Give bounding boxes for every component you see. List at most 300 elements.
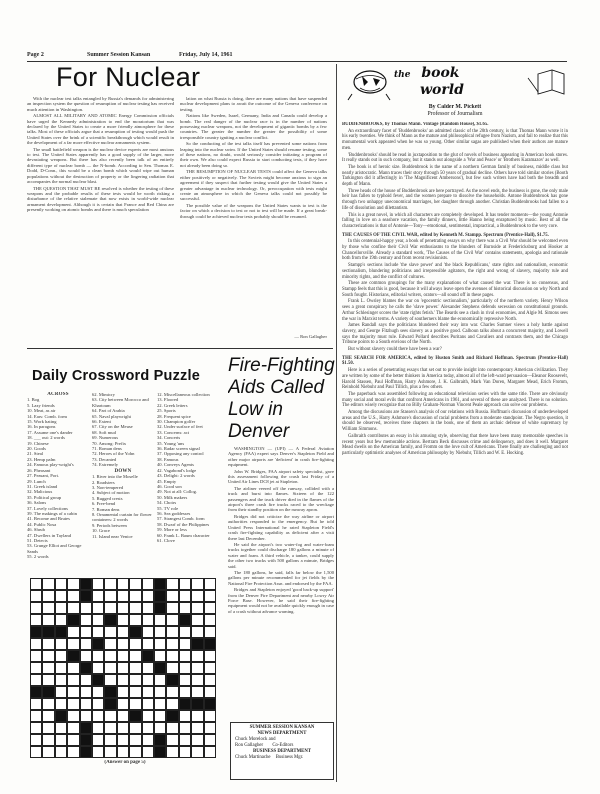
crossword-clue: 13. Floored (157, 397, 179, 403)
crossword-cell (204, 626, 216, 638)
crossword-cell (30, 662, 42, 674)
editorial-col1 (27, 96, 174, 345)
crossword-cell (117, 602, 129, 614)
crossword-cell (30, 578, 42, 590)
crossword-cell (179, 722, 191, 734)
crossword-cell (92, 578, 104, 590)
crossword-cell (142, 590, 154, 602)
book-reviews (342, 122, 568, 782)
crossword-cell (117, 710, 129, 722)
page-header (27, 52, 567, 60)
review1-head (342, 122, 568, 128)
crossword-cell (154, 626, 166, 638)
review-paragraph: 'Buddenbrooks' should be read in juxtaposition to the glut of novels of business appearing in American book stores. It really stands out in such company, but it stands out alongside a 'War and Peace' or 'Brothers Karamazov' as well. (342, 152, 568, 164)
crossword-clue: 33. Concerns: act (157, 429, 190, 435)
crossword-cell (42, 590, 54, 602)
crossword-cell (80, 650, 92, 662)
crossword-clue: 28. Frequent spice (157, 413, 191, 419)
crossword-clue: 74. Extremely (92, 462, 119, 468)
crossword-cell (55, 578, 67, 590)
crossword-cell (80, 614, 92, 626)
crossword-cell (67, 746, 79, 758)
crossword-cell (92, 650, 104, 662)
crossword-cell (142, 614, 154, 626)
crossword-clue: 29. Lunch (27, 478, 46, 484)
crossword-black-cell (204, 638, 216, 650)
crossword-cell (204, 710, 216, 722)
crossword-cell (42, 578, 54, 590)
crossword-clue: 2. Roadsters (92, 479, 115, 485)
book-byline-title: Professor of Journalism (427, 111, 483, 117)
crossword-cell (129, 686, 141, 698)
crossword-cell (204, 662, 216, 674)
crossword-clue: 64. Part of Arabia (92, 408, 125, 414)
crossword-cell (166, 590, 178, 602)
crossword-clue: 18. ___ out: 2 words (27, 435, 65, 441)
crossword-cell (204, 590, 216, 602)
masthead-name1: Chuck Morelock and (235, 737, 276, 742)
crossword-cell (129, 602, 141, 614)
review-paragraph: James Randall says the politicians blundered their way into war. Charles Sumner views a holy battle against slavery, and George Fitzhugh sees slavery as a positive good. Calhoun talks about a concurrent majority, and Lowell says the majority must rule. Edward Pollard describes Puritans and Cavaliers and contrasts them, and the Chicago Tribune points to a South envious of the North. (342, 323, 568, 346)
crossword-cell (30, 590, 42, 602)
review-paragraph: But without slavery could there have been a war? (348, 347, 442, 353)
crossword-cell (129, 590, 141, 602)
review-paragraph: These are common groupings for the many explanations of what caused the war. There is no consensus, and Stampp feels that this is good, because it will always leave open the avenues of historical discussion on why North and South fought. Historians, editorial writers, orators—all sound off in these pages. (342, 281, 568, 298)
crossword-clue: 44. Public Nosa (27, 521, 57, 527)
crossword-cell (154, 722, 166, 734)
crossword-cell (30, 614, 42, 626)
fire-paragraph: WASHINGTON — (UPI) — A Federal Aviation Agency (FAA) expert says Denver's Stapleton Field and other major airports are 'deficient' in crash fire-fighting equipment. (228, 446, 334, 468)
review1-heading: BUDDENBROOKS, by Thomas Mann. Vintage (Random House), $1.65. (342, 122, 489, 127)
crossword-clue: 68. Soft mud (92, 429, 116, 435)
crossword-clue: 4. Subject of motion (92, 490, 130, 496)
crossword-cell (67, 626, 79, 638)
crossword-cell (117, 578, 129, 590)
crossword-cell (142, 626, 154, 638)
crossword-cell (166, 638, 178, 650)
crossword-cell (80, 674, 92, 686)
crossword-black-cell (30, 626, 42, 638)
crossword-across-col1 (27, 392, 89, 577)
crossword-cell (92, 722, 104, 734)
crossword-cell (55, 686, 67, 698)
crossword-cell (166, 686, 178, 698)
crossword-cell (80, 602, 92, 614)
crossword-clue: 14. Ears: Comb. form (27, 413, 67, 419)
masthead-role3: Business Mgr. (275, 755, 304, 760)
crossword-clue: 31. Greek island (27, 483, 58, 489)
crossword-cell (179, 734, 191, 746)
crossword-clue: 10. Meat, as air (27, 408, 56, 414)
crossword-cell (191, 746, 203, 758)
crossword-black-cell (104, 698, 116, 710)
fire-paragraph: Bridges and Stapleton enjoyed 'good back-up support' from the Denver Fire Department and nearby Lowry Air Force Base. However, he said their fire-fighting equipment would not be available quickly enough in case of a crash without advance warning. (228, 587, 334, 614)
crossword-cell (42, 710, 54, 722)
crossword-cell (67, 662, 79, 674)
crossword-clue: 46. Good son (157, 483, 182, 489)
crossword-cell (204, 614, 216, 626)
crossword-cell (104, 674, 116, 686)
crossword-across-col2 (92, 392, 154, 577)
crossword-clues-col3 (157, 392, 217, 577)
crossword-black-cell (80, 578, 92, 590)
crossword-black-cell (104, 614, 116, 626)
crossword-cell (179, 578, 191, 590)
crossword-cell (191, 734, 203, 746)
crossword-cell (142, 698, 154, 710)
crossword-cell (104, 722, 116, 734)
crossword-cell (117, 614, 129, 626)
crossword-cell (117, 734, 129, 746)
crossword-cell (142, 746, 154, 758)
fire-paragraph: The 180 gallons, he said, falls far below the 1,500 gallons per minute recommended for jet fields by the National Fire Protection Assn. and endorsed by the FAA. (228, 569, 334, 586)
review-paragraph: Here is a series of penetrating essays that set out to provide insight into contemporary American civilization. They are written by some of the better thinkers in America today, almost all of the left-ward persuasion—Eleanor Roosevelt, Harold Stassen, Paul Hoffman, Harry Ashmore, J. K. Galbraith, Mark Van Doren, Margaret Mead, Erich Fromm, Reinhold Niebuhr and Paul Tillich, plus a few others. (342, 368, 568, 391)
crossword-cell (204, 734, 216, 746)
crossword-cell (179, 686, 191, 698)
review3-heading: THE SEARCH FOR AMERICA, edited by Huston Smith and Richard Hoffman. Spectrum (Prentice-Hall) $1.50. (342, 355, 568, 367)
crossword-black-cell (80, 722, 92, 734)
crossword-cell (42, 698, 54, 710)
crossword-black-cell (55, 710, 67, 722)
crossword-cell (166, 662, 178, 674)
crossword-cell (55, 698, 67, 710)
review-paragraph: Among the discussions are Stassen's analysis of our relations with Russia. Hoffman's discussion of underdeveloped areas and the U.S., Harry Ashmore's discussion of racial problems from a moderate standpoint. The Negro question, it should be observed, receives three chapters in the book, one of them an archaic defense of white supremacy by William Simmons. (342, 410, 568, 433)
crossword-clue: 12. Miscellaneous collection (157, 392, 210, 397)
crossword-black-cell (204, 698, 216, 710)
crossword-cell (92, 710, 104, 722)
crossword-cell (142, 662, 154, 674)
crossword-cell (166, 746, 178, 758)
crossword-cell (191, 578, 203, 590)
crossword-cell (117, 590, 129, 602)
crossword-black-cell (30, 686, 42, 698)
crossword-black-cell (191, 638, 203, 650)
crossword-clue: 41. Become and Brutes (27, 516, 70, 522)
crossword-clue: 20. Goods (27, 446, 46, 452)
review-paragraph: In this centennial-happy year, a book of penetrating essays on why there was a Civil War should be welcomed even by those who confine their Civil War enthusiasms to the blunders of Burnside at Fredericksburg and Hooker at Chancellorsville. Already a standard work, 'The Causes of the Civil War' contains statements, apologia and rationale both from the 19th century and from recent revisionists. (342, 239, 568, 262)
crossword-cell (191, 662, 203, 674)
crossword-cell (129, 650, 141, 662)
crossword-cell (30, 710, 42, 722)
crossword-clue: 16. In paragons (27, 424, 56, 430)
crossword-black-cell (80, 590, 92, 602)
crossword-clue: 59. More or less (157, 527, 187, 533)
crossword-cell (142, 722, 154, 734)
masthead-role: Co-Editors (272, 743, 294, 748)
crossword-cell (154, 686, 166, 698)
crossword-clue: 47. Dwellers in Tayland (27, 532, 71, 538)
crossword-cell (179, 674, 191, 686)
crossword-cell (42, 674, 54, 686)
crossword-clue: 36. Radar screen signal (157, 446, 200, 452)
crossword-cell (166, 734, 178, 746)
crossword-clue: 24. Famous play-wright's (27, 462, 74, 468)
crossword-cell (129, 674, 141, 686)
crossword-black-cell (80, 662, 92, 674)
crossword-cell (191, 686, 203, 698)
crossword-clue: 15. Work hating (27, 419, 57, 425)
crossword-cell (30, 722, 42, 734)
review-paragraph: Galbraith contributes an essay in his amusing style, observing that there have been many memorable speeches in recent years but few memorable actions. Bertram Beck discusses crime and delinquency, and does it well. Margaret Mead dwells on the American family, and Fromm on the love cult of Americans. There finally are challenging and not particularly optimistic analyses of American philosophy by Niebuhr, Tillich and W. E. Hocking. (342, 433, 568, 456)
crossword-cell (30, 746, 42, 758)
crossword-black-cell (154, 734, 166, 746)
crossword-cell (166, 722, 178, 734)
crossword-cell (104, 662, 116, 674)
crossword-cell (129, 638, 141, 650)
book-world-wordmark (394, 66, 534, 100)
crossword-cell (204, 602, 216, 614)
crossword-clue: 37. Lovely collections (27, 505, 68, 511)
crossword-cell (104, 710, 116, 722)
masthead-biz-dept: BUSINESS DEPARTMENT (253, 749, 311, 754)
crossword-black-cell (154, 746, 166, 758)
crossword-cell (55, 638, 67, 650)
crossword-clue: 17. Assume one's dander (27, 429, 73, 435)
fire-paragraph: He said the airport's two water-fog and water-foam trucks together could discharge 180 gallons a minute of water and foam. A third vehicle, a tanker, could supply the other two trucks with 500 gallons a minute, Bridges said. (228, 541, 334, 569)
crossword-cell (92, 698, 104, 710)
crossword-clue: 58. Dwarf of the Philippines (157, 521, 210, 527)
crossword-cell (42, 734, 54, 746)
crossword-clue: 56. Sea goddesses (157, 510, 191, 516)
crossword-black-cell (166, 710, 178, 722)
crossword-clue: 3. Non-tempered (92, 484, 124, 490)
review-paragraph: This is a great novel, in which all characters are completely developed. It has tender moments—the young Antonie falling in love on a seashore vacation, the family dinners, little Hanno being enraptured by music. Best of all the characterizations is that of Antonie—Tony—emotional, sentimental, impractical, a Buddenbrook to the very core. (342, 212, 568, 229)
editorial-paragraph: So the conducting of the test talks itself has prevented some nations from leaping into the nuclear swim. If the United States should resume testing, some of these nations, no doubt, would seriously consider initiating a program of their own. We also could expect Russia to start conducting tests, if they have not already been doing so. (180, 141, 327, 168)
crossword-cell (55, 602, 67, 614)
crossword-cell (179, 638, 191, 650)
crossword-black-cell (80, 734, 92, 746)
crossword-cell (80, 638, 92, 650)
editorial-paragraph: Nations like Sweden, Israel, Germany, India and Canada could develop a bomb. The real danger of the nuclear race is in the number of nations possessing nuclear weapons, not the development of gigantic bombs by a few countries. The greater the number the greater the possibility of some irresponsible country igniting a nuclear conflict. (180, 113, 327, 140)
editorial-paragraph: THE RESUMPTION OF NUCLEAR TESTS could affect the Geneva talks either positively or negatively. The Soviets might become anxious to sign an agreement if they suspect that further testing would give the United States a greater advantage in nuclear technology. Or, preoccupation with tests might create an atmosphere in which the Geneva talks could not possibly be successful. (180, 169, 327, 202)
crossword-black-cell (166, 674, 178, 686)
fire-article-title: Fire-Fighting Aids Called Low in Denver (228, 355, 335, 442)
crossword-cell (104, 602, 116, 614)
crossword-black-cell (80, 746, 92, 758)
crossword-black-cell (154, 602, 166, 614)
crossword-clue: 11. Island near Venice (92, 533, 133, 539)
logo-the: the (394, 70, 411, 80)
crossword-cell (104, 650, 116, 662)
crossword-clue: 26. Pheasant (27, 467, 51, 473)
crossword-cell (142, 734, 154, 746)
crossword-cell (142, 710, 154, 722)
crossword-cell (67, 590, 79, 602)
book-world-logo (342, 64, 568, 102)
crossword-black-cell (179, 614, 191, 626)
masthead-box (230, 722, 334, 780)
crossword-clue: 63. City between Morocco and Khartoum (92, 397, 149, 408)
crossword-clue: 69. Numerous (92, 435, 119, 441)
editorial-title: For Nuclear (56, 62, 201, 92)
crossword-clue: 35. Political group (27, 494, 62, 500)
crossword-cell (55, 614, 67, 626)
crossword-cell (204, 674, 216, 686)
masthead-news-dept: NEWS DEPARTMENT (257, 731, 307, 736)
crossword-black-cell (154, 578, 166, 590)
crossword-cell (129, 746, 141, 758)
crossword-clue: 51. Detects (27, 537, 48, 543)
editorial-paragraph: ALMOST ALL MILITARY AND ATOMIC Energy Commission officials have urged the Kennedy administration to end the moratorium that was declared by the United States to create a more friendly atmosphere for these talks. Most of these officials argue that a resumption of testing would push the United States over the brink of a scientific breakthrough which would result in the development of a far more effective nuclear armaments system. (27, 113, 174, 146)
crossword-clue: 57. Strangest Comb. form (157, 516, 205, 522)
crossword-cell (92, 626, 104, 638)
logo-book: book (421, 66, 460, 81)
crossword-black-cell (179, 698, 191, 710)
crossword-clue: 40. Conveys Agents (157, 462, 194, 468)
crossword-clue: 38. Famous (157, 456, 179, 462)
crossword-cell (204, 578, 216, 590)
crossword-cell (117, 746, 129, 758)
crossword-clue: 43. Delight: 2 words (157, 473, 195, 479)
crossword-cell (92, 686, 104, 698)
crossword-cell (104, 734, 116, 746)
crossword-clue: 53. Grunge Elliot and George Sands (27, 543, 82, 554)
crossword-black-cell (67, 650, 79, 662)
crossword-cell (117, 722, 129, 734)
crossword-clue: 6. Free-bend (92, 501, 116, 507)
crossword-clue: 7. Roman dens (92, 506, 120, 512)
masthead-paper: SUMMER SESSION KANSAN (249, 725, 315, 730)
crossword-black-cell (55, 626, 67, 638)
crossword-clue: 50. Milk makers (157, 494, 188, 500)
crossword-cell (129, 698, 141, 710)
review-paragraph: Frank L. Owsley blames the war on 'egocentric sectionalism,' particularly of the northern variety. Henry Wilson sees a great conspiracy he calls the 'slave power.' Alexander Stephens defends secession on constitutional grounds. Arthur Schlesinger scores the 'state rights fetish.' The Beards see a clash in rival economies, and Algie M. Simons sees the war in Marxist terms. A variety of southerners blame the economically repressive North. (342, 299, 568, 322)
crossword-clue: 27. Peasant, Port. (27, 473, 60, 479)
editorial-paragraph: lation on what Russia is doing, there are many nations that have suspended nuclear development plans to await the outcome of the Geneva conference on testing. (180, 96, 327, 112)
crossword-cell (42, 614, 54, 626)
crossword-clue: 30. Champion golfer (157, 419, 196, 425)
crossword-cell (55, 650, 67, 662)
crossword-clue: 39. The makings of a cabin (27, 510, 77, 516)
crossword-clue: 67. City on the Meuse (92, 424, 133, 430)
crossword-cell (42, 638, 54, 650)
crossword-cell (80, 686, 92, 698)
crossword-cell (142, 638, 154, 650)
masthead-name2: Ron Gallagher (235, 743, 264, 748)
crossword-cell (166, 602, 178, 614)
crossword-cell (92, 662, 104, 674)
crossword-cell (55, 590, 67, 602)
crossword-black-cell (154, 590, 166, 602)
crossword-clue: 55. 2 words (27, 554, 49, 560)
crossword-cell (92, 614, 104, 626)
crossword-cell (191, 710, 203, 722)
crossword-cell (129, 578, 141, 590)
crossword-cell (179, 746, 191, 758)
crossword-cell (42, 746, 54, 758)
crossword-cell (30, 650, 42, 662)
crossword-clue: 54. Choirs (157, 500, 177, 506)
crossword-grid (30, 578, 216, 758)
crossword-clue: 49. Not at all: Collog. (157, 489, 198, 495)
crossword-cell (179, 662, 191, 674)
crossword-black-cell (67, 614, 79, 626)
crossword-cell (117, 698, 129, 710)
crossword-cell (129, 662, 141, 674)
crossword-clue: 46. Shrub (27, 527, 45, 533)
globe-icon (348, 71, 390, 100)
crossword-cell (42, 722, 54, 734)
crossword-cell (30, 698, 42, 710)
crossword-cell (191, 722, 203, 734)
crossword-cell (67, 686, 79, 698)
crossword-clue: 66. Extent (92, 419, 111, 425)
crossword-cell (104, 638, 116, 650)
editorial-paragraph: With the nuclear test talks entangled by Russia's demands for administering an inspection system the question of resumption of nuclear testing has received much attention in Washington. (27, 96, 174, 112)
fire-paragraph: Bridges did not criticize the way airline or airport authorities responded to the emergency. But he told United Press International he rated Stapleton Field's crash fire-fighting capability as deficient after a visit there last December. (228, 513, 334, 541)
crossword-cell (166, 650, 178, 662)
crossword-cell (191, 590, 203, 602)
crossword-cell (67, 734, 79, 746)
paper-name: Summer Session Kansan (87, 52, 151, 58)
crossword-cell (42, 602, 54, 614)
crossword-cell (191, 602, 203, 614)
page-number: Page 2 (27, 52, 44, 58)
crossword-cell (117, 638, 129, 650)
crossword-cell (129, 734, 141, 746)
crossword-cell (129, 722, 141, 734)
review-paragraph: Stampp's sections include 'the slave power' and 'the black Republicans,' state rights and nationalism, economic sectionalism, blundering politicians and irrepressible agitators, the right and wrong of slavery, majority rule and minority rights, and the conflict of cultures. (342, 263, 568, 280)
crossword-cell (179, 626, 191, 638)
fire-paragraph: John W. Bridges, FAA airport safety specialist, gave this assessment following the crash last Friday of a United Air Lines DC8 jet at Stapleton. (228, 468, 334, 485)
crossword-black-cell (154, 662, 166, 674)
crossword-cell (154, 638, 166, 650)
crossword-black-cell (129, 626, 141, 638)
crossword-cell (80, 698, 92, 710)
crossword-cell (30, 674, 42, 686)
crossword-cell (191, 674, 203, 686)
crossword-clue: 60. Frank L. Baum character (157, 532, 210, 538)
crossword-clue: 42. Vagabond's lodge (157, 467, 197, 473)
crossword-black-cell (104, 686, 116, 698)
crossword-clue: 19. Chinese (27, 440, 49, 446)
crossword-cell (80, 626, 92, 638)
crossword-cell (104, 590, 116, 602)
issue-date: Friday, July 14, 1961 (179, 52, 233, 58)
crossword-cell (30, 734, 42, 746)
editorial-paragraph: THE QUESTION THAT MUST BE resolved is whether the testing of these weapons and the probable results of these tests would be worth risking a disturbance of the relative stalemate that now exists in world-wide nuclear armament development. Although it is certain that France and Red China are presently working on atomic bombs and there is much speculation (27, 185, 174, 213)
crossword-cell (67, 638, 79, 650)
crossword-clue: 25. Sports (157, 408, 176, 414)
crossword-cell (67, 722, 79, 734)
fire-paragraph: The airliner veered off the runway, collided with a truck and burst into flames. Sixteen of the 122 passengers and the truck driver died in the flames of the airport's three crash fire trucks raced to the wreckage from their standby position on the runway apron. (228, 485, 334, 513)
crossword-cell (92, 602, 104, 614)
crossword-cell (204, 686, 216, 698)
review3-head (342, 356, 568, 367)
crossword-clue: 35. Young 'uns (157, 440, 185, 446)
crossword-clue: 21. Steal (27, 451, 44, 457)
section-rule (27, 348, 333, 349)
crossword-cell (67, 602, 79, 614)
crossword-black-cell (42, 686, 54, 698)
crossword-cell (191, 626, 203, 638)
crossword-cell (179, 602, 191, 614)
crossword-black-cell (191, 698, 203, 710)
review-paragraph: The paperback was assembled following an educational television series with the same title. There are obviously many social and moral evils that confront Americans in 1961, and several of these are analyzed. There is no solution. The editors wisely recognize that no Billy Graham-Norman Vincent Peale approach can solve our problems. (342, 391, 568, 409)
crossword-clue: 37. Opposing any control (157, 451, 204, 457)
editorial-byline: — Ron Gallagher (294, 334, 327, 339)
crossword-cell (154, 710, 166, 722)
crossword-clue: 8. Ornamental curtain for flower containers: 2 words (92, 511, 152, 523)
crossword-black-cell (129, 710, 141, 722)
crossword-title: Daily Crossword Puzzle (32, 368, 200, 384)
review2-head (342, 233, 568, 239)
review2-heading: THE CAUSES OF THE CIVIL WAR, edited by Kenneth M. Stampp. Spectrum (Prentice-Hall), $1.75. (342, 232, 549, 238)
crossword-clue: 61. Clove (157, 537, 175, 543)
crossword-cell (67, 710, 79, 722)
crossword-clue: 55. TV role (157, 505, 179, 511)
crossword-cell (166, 698, 178, 710)
